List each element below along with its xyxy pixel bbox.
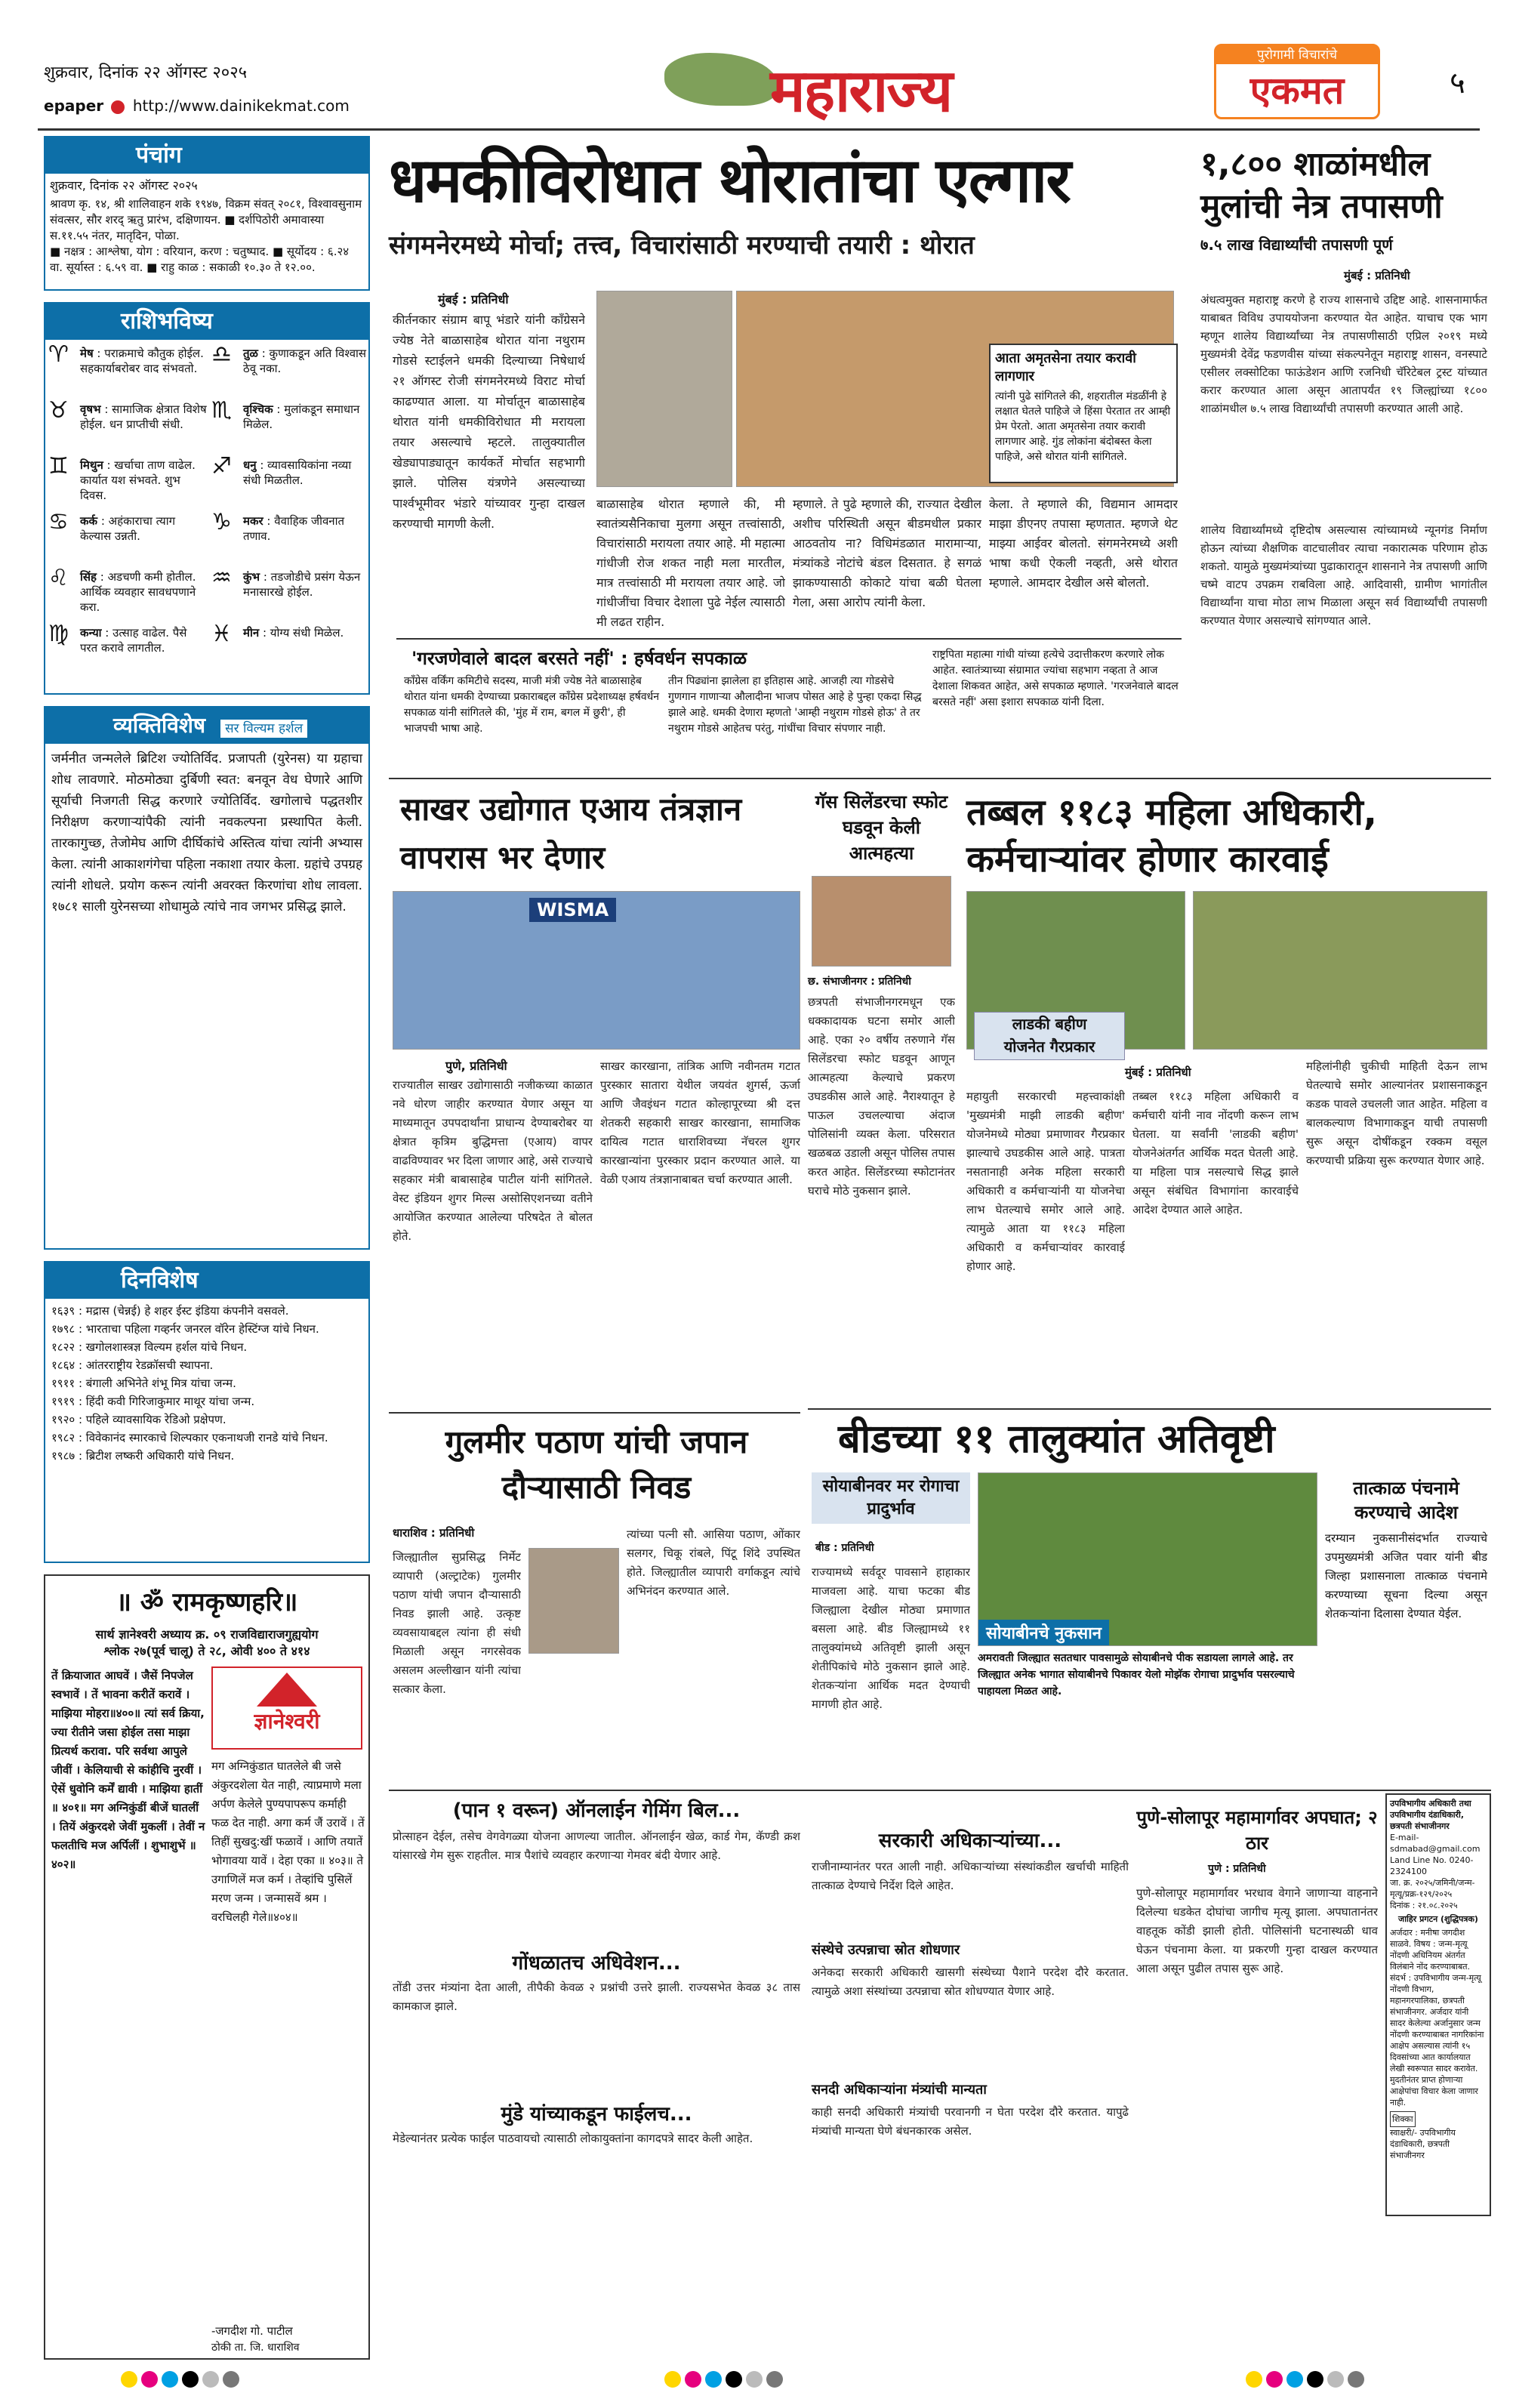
vyakti-title: व्यक्तिविशेष	[113, 713, 206, 738]
women-dateline: मुंबई : प्रतिनिधी	[1125, 1065, 1191, 1079]
quote-text: काँग्रेस वर्किंग कमिटीचे सदस्य, माजी मंत्री ज्येष्ठ नेते बाळासाहेब थोरात यांना धमकी देण्याच्या प्रकाराबद्दल काँग्रेस प्रदेशाध्यक्ष हर्षवर्धन सपकाळ यांनी सांगितले की, 'मुंह में राम, बगल में छुरी', ही भाजपची भाषा आहे.	[404, 675, 660, 735]
dinvishesh-item: १९११ : बंगाली अभिनेते शंभू मित्र यांचा जन्म.	[51, 1377, 236, 1390]
quote-box	[396, 638, 1182, 770]
rashi-item: ♒ कुंभ : तडजोडीचे प्रसंग येऊन मनासारखे होईल.	[211, 565, 361, 599]
dinvishesh-item: १७९८ : भारताचा पहिला गव्हर्नर जनरल वॉरेन हेस्टिंग्ज यांचे निधन.	[51, 1322, 319, 1336]
dinvishesh-box	[44, 1261, 370, 1563]
notice-phone: Land Line No. 0240-2324100	[1390, 1855, 1474, 1876]
schools-body2: शालेय विद्यार्थ्यांमध्ये दृष्टिदोष असल्यास त्यांच्यामध्ये न्यूनगंड निर्माण होऊन त्यांच्या शैक्षणिक वाटचालीवर त्याचा नकारात्मक परिणाम होऊ शकतो. यामुळे मुख्यमंत्र्यांच्या पुढाकारातून शासनाने नेत्र तपासणी आणि चष्मे वाटप उपक्रम राबविला आहे. आदिवासी, ग्रामीण भागांतील विद्यार्थ्यांना याचा मोठा लाभ मिळाला असून सर्व विद्यार्थ्यांची तपासणी करण्यात येणार असल्याचे सांगण्यात आले.	[1200, 523, 1487, 627]
notice-body: अर्जदार : मनीषा जगदीश साळवे. विषय : जन्म-मृत्यू नोंदणी अधिनियम अंतर्गत विलंबाने नोंद करण्याबाबत. संदर्भ : उपविभागीय जन्म-मृत्यू नोंदणी विभाग, महानगरपालिका, छत्रपती संभाजीनगर. अर्जदार यांनी सादर केलेल्या अर्जानुसार जन्म नोंदणी करण्याबाबत नागरिकांना आक्षेप असल्यास त्यांनी १५ दिवसांच्या आत कार्यालयात लेखी स्वरूपात सादर करावेत. मुदतीनंतर प्राप्त होणाऱ्या आक्षेपांचा विचार केला जाणार नाही.	[1390, 1928, 1484, 2107]
dinvishesh-item: १९१९ : हिंदी कवी गिरिजाकुमार माथूर यांचा जन्म.	[51, 1395, 255, 1408]
dinvishesh-item: १९८७ : ब्रिटीश लष्करी अधिकारी यांचे निधन.	[51, 1449, 235, 1463]
globe-icon	[111, 100, 125, 114]
brand-name: एकमत	[1249, 69, 1345, 113]
divider	[389, 1412, 800, 1414]
soybean-photo	[978, 1472, 1317, 1646]
epaper-label: epaper	[44, 97, 104, 115]
public-notice	[1385, 1793, 1491, 2216]
beed-label: सोयाबीनवर मर रोगाचा प्रादुर्भाव	[812, 1472, 970, 1524]
ai-photo	[393, 891, 800, 1050]
reg-dot	[1307, 2371, 1323, 2388]
panchang-date: शुक्रवार, दिनांक २२ ऑगस्ट २०२५	[50, 178, 198, 193]
sarkari-body3: काही सनदी अधिकारी मंत्र्यांची परवानगी न घेता परदेश दौरे करतात. यापुढे मंत्र्यांची मान्यता घेणे बंधनकारक असेल.	[812, 2105, 1129, 2138]
panchang-title: पंचांग	[45, 137, 368, 174]
ram-author: -जगदीश गो. पाटील	[211, 2324, 293, 2338]
schools-headline: १,८०० शाळांमधील मुलांची नेत्र तपासणी	[1200, 145, 1443, 226]
divider	[389, 1790, 1491, 1791]
reg-dot	[705, 2371, 722, 2388]
header	[0, 0, 1516, 151]
divider	[389, 778, 1491, 779]
session-body: तोंडी उत्तर मंत्र्यांना देता आली, तीपैकी केवळ २ प्रश्नांची उत्तरे झाली. राज्यसभेत केवळ ३८ तास कामकाज झाले.	[393, 1981, 800, 2013]
reg-dot	[685, 2371, 701, 2388]
rashi-item: ♎ तुळ : कुणाकडून अति विश्वास ठेवू नका.	[211, 341, 367, 375]
rashi-item: ♈ मेष : पराक्रमाचे कौतुक होईल. सहकार्याबरोबर वाद संभवतो.	[48, 341, 204, 375]
panchang-text: श्रावण कृ. १४, श्री शालिवाहन शके १९४७, विक्रम संवत् २०८१, विश्वावसुनाम संवत्सर, सौर शरद् ऋतु प्रारंभ, दक्षिणायन. ■ दर्शपिठोरी अमावास्या स.११.५५ नंतर, मातृदिन, पोळा.	[50, 197, 362, 242]
reg-dot	[141, 2371, 158, 2388]
aquarius-icon: ♒	[211, 565, 232, 591]
gulmir-headline: गुलमीर पठाण यांची जपान दौऱ्यासाठी निवड	[445, 1423, 748, 1506]
sagittarius-icon: ♐	[211, 453, 232, 479]
amrut-box	[989, 344, 1178, 483]
maharashtra-map-logo	[664, 53, 778, 106]
color-registration-right	[1246, 2371, 1368, 2391]
quote-text2: तीन पिढ्यांना झालेला हा इतिहास आहे. आजही त्या गोडसेचे गुणगान गाणाऱ्या औलादीना भाजप पोसत आहे हे पुन्हा एकदा सिद्ध झाले आहे. धमकी देणारा म्हणतो 'आम्ही नथुराम गोडसे होऊ' ते तर नथुराम गोडसे आहेतच परंतु, गांधींचा विचार संपणार नाही.	[668, 675, 922, 735]
schools-deck: ७.५ लाख विद्यार्थ्यांची तपासणी पूर्ण	[1200, 236, 1393, 254]
sarkari-sub1: संस्थेचे उत्पन्नाचा स्रोत शोधणार	[812, 1942, 960, 1958]
online-body: प्रोत्साहन देईल, तसेच वेगवेगळ्या योजना आणल्या जातील. ऑनलाईन खेळ, कार्ड गेम, कॅण्डी क्रश यांसारखे गेम सुरू राहतील. मात्र पैशांचे व्यवहार करणाऱ्या गेमवर बंदी येणार आहे.	[393, 1830, 800, 1862]
beed-body: राज्यामध्ये सर्वदूर पावसाने हाहाकार माजवला आहे. याचा फटका बीड जिल्ह्याला देखील मोठ्या प्रमाणात बसला आहे. बीड जिल्ह्यामध्ये ११ तालुक्यांमध्ये अतिवृष्टी झाली असून शेतीपिकांचे मोठे नुकसान झाले आहे. शेतकऱ्यांना आर्थिक मदत देण्याची मागणी होत आहे.	[812, 1565, 970, 1711]
notice-seal: शिक्का	[1390, 2111, 1416, 2127]
reg-dot	[202, 2371, 219, 2388]
pune-headline: पुणे-सोलापूर महामार्गावर अपघात; २ ठार	[1136, 1807, 1378, 1854]
online-headline: (पान १ वरून) ऑनलाईन गेमिंग बिल...	[452, 1799, 741, 1822]
notice-sign: स्वाक्षरी/- उपविभागीय दंडाधिकारी, छत्रपती संभाजीनगर	[1390, 2128, 1456, 2160]
header-rule	[38, 128, 1480, 131]
lead-headline: धमकीविरोधात थोरातांचा एल्गार	[389, 145, 1070, 217]
women-photo-2	[1193, 891, 1487, 1050]
capricorn-icon: ♑	[211, 509, 232, 535]
lead-body4: केला. ते म्हणाले की, विद्यमान आमदार माझा डीएनए तपासा म्हणतात. म्हणजे थेट माझ्या आईवर बोलतो. संगमनेरमध्ये अशी भाषा कधी ऐकली नव्हती, असे थोरात म्हणाले. आमदार देखील असे बोलतो.	[989, 497, 1178, 590]
notice-title: जाहिर प्रगटन (शुद्धिपत्रक)	[1398, 1914, 1478, 1924]
color-registration-mid	[664, 2371, 787, 2391]
gulmir-dateline: धाराशिव : प्रतिनिधी	[393, 1526, 475, 1540]
notice-email: E-mail-sdmabad@gmail.com	[1390, 1833, 1481, 1854]
taurus-icon: ♉	[48, 397, 69, 424]
dinvishesh-title: दिनविशेष	[45, 1263, 368, 1299]
ai-body2: साखर कारखाना, तांत्रिक आणि नवीनतम गटात पुरस्कार सातारा येथील जयवंत शुगर्स, ऊर्जा आणि जैवइंधन गटात कोल्हापूरच्या श्री दत्त शेतकरी सहकारी साखर कारखाना, सामाजिक दायित्व गटात धाराशिवच्या नॅचरल शुगर कारखान्यांना पुरस्कार प्रदान करण्यात आले. या वेळी एआय तंत्रज्ञानाबाबत चर्चा करण्यात आली.	[600, 1059, 800, 1186]
ladki-label	[974, 1012, 1125, 1060]
header-date: शुक्रवार, दिनांक २२ ऑगस्ट २०२५	[44, 63, 248, 82]
lead-dateline: मुंबई : प्रतिनिधी	[438, 292, 509, 307]
women-headline: तब्बल ११८३ महिला अधिकारी, कर्मचाऱ्यांवर होणार कारवाई	[966, 791, 1378, 880]
vyakti-box	[44, 706, 370, 1250]
rashi-item: ♋ कर्क : अहंकाराचा त्याग केल्यास उन्नती.	[48, 509, 176, 543]
munde-headline: मुंडे यांच्याकडून फाईलच...	[501, 2103, 692, 2126]
schools-dateline: मुंबई : प्रतिनिधी	[1344, 269, 1410, 282]
section-title: महाराज्य	[770, 57, 952, 125]
notice-org: उपविभागीय अधिकारी तथा उपविभागीय दंडाधिकारी, छत्रपती संभाजीनगर	[1390, 1799, 1471, 1831]
reg-dot	[1327, 2371, 1344, 2388]
lead-body: कीर्तनकार संग्राम बापू भंडारे यांनी काँग्रेसने ज्येष्ठ नेते बाळासाहेब थोरात यांना नथुराम गोडसे स्टाईलने धमकी दिल्याच्या निषेधार्थ २१ ऑगस्ट रोजी संगमनेरमध्ये विराट मोर्चा काढण्यात आला. या मोर्चातून बाळासाहेब थोरात यांनी धमकीविरोधात मी मरायला तयार असल्याचे म्हटले. तालुक्यातील खेड्यापाड्यातून कार्यकर्ते मोर्चात सहभागी झाले. पोलिस यंत्रणेने असल्याच्या पार्श्वभूमीवर भंडारे यांच्यावर गुन्हा दाखल करण्याची मागणी केली.	[393, 313, 585, 531]
reg-dot	[1348, 2371, 1364, 2388]
vyakti-title-bar	[45, 708, 368, 744]
beed-headline: बीडच्या ११ तालुक्यांत अतिवृष्टी	[838, 1417, 1275, 1462]
soybean-caption: सोयाबीनचे नुकसान	[978, 1620, 1109, 1645]
gas-body: छत्रपती संभाजीनगरमधून एक धक्कादायक घटना समोर आली आहे. एका २० वर्षीय तरुणाने गॅस सिलेंडरचा स्फोट घडवून आणून आत्महत्या केल्याचे प्रकरण उघडकीस आले आहे. नैराश्यातून हे पाऊल उचलल्याचा अंदाज पोलिसांनी व्यक्त केला. परिसरात खळबळ उडाली असून पोलिस तपास करत आहेत. सिलेंडरच्या स्फोटानंतर घराचे मोठे नुकसान झाले.	[808, 995, 955, 1198]
sarkari-body: राजीनाम्यानंतर परत आली नाही. अधिकाऱ्यांच्या संस्थांकडील खर्चाची माहिती तात्काळ देण्याचे निर्देश दिले आहेत.	[812, 1860, 1129, 1892]
rashi-item: ♓ मीन : योग्य संधी मिळेल.	[211, 621, 344, 647]
dinvishesh-item: १९२० : पहिले व्यावसायिक रेडिओ प्रक्षेपण.	[51, 1413, 226, 1426]
lead-body3: म्हणाले. ते पुढे म्हणाले की, राज्यात देखील अशीच परिस्थिती असून बीडमधील प्रकार आठवतोय ना? विधिमंडळात मारामाऱ्या, मंत्र्यांकडे नोटांचे बंडल दिसतात. हे सगळं झाकण्यासाठी कोकाटे यांचा बळी घेतला गेला, असा आरोप त्यांनी केला.	[793, 497, 981, 609]
dinvishesh-item: १६३९ : मद्रास (चेन्नई) हे शहर ईस्ट इंडिया कंपनीने वसवले.	[51, 1304, 289, 1318]
page-number: ५	[1450, 66, 1465, 100]
rashi-item: ♏ वृश्चिक : मुलांकडून समाधान मिळेल.	[211, 397, 360, 431]
sarkari-headline: सरकारी अधिकाऱ्यांच्या...	[878, 1830, 1062, 1852]
rashi-box	[44, 302, 370, 695]
lead-body2: बाळासाहेब थोरात म्हणाले की, मी स्वातंत्र्यसैनिकाचा मुलगा असून तत्त्वांसाठी, विचारांसाठी मरायला तयार आहे. मी महात्मा गांधीजी रोज शकत नाही मला मारतील, मात्र तत्त्वांसाठी मी मरायला तयार आहे. जो गांधीजींचा विचार देशाला पुढे नेईल त्यासाठी मी लढत राहीन.	[596, 497, 785, 629]
rashi-title: राशिभविष्य	[45, 304, 368, 340]
ladki-label-1: लाडकी बहीण	[1012, 1015, 1087, 1033]
ladki-label-2: योजनेत गैरप्रकार	[1003, 1038, 1095, 1056]
ram-sub2: श्लोक २७(पूर्व चालू) ते २८, ओवी ४०० ते ४१४	[103, 1644, 310, 1658]
cancer-icon: ♋	[48, 509, 69, 535]
gemini-icon: ♊	[48, 453, 69, 479]
soybean-cap-text: अमरावती जिल्ह्यात सततधार पावसामुळे सोयाबीनचे पीक सडायला लागले आहे. तर जिल्ह्यात अनेक भागात सोयाबीनचे पिकावर येलो मोझॅक रोगाचा प्रादुर्भाव पसरल्याचे पाहायला मिळत आहे.	[978, 1652, 1295, 1697]
beed-dateline: बीड : प्रतिनिधी	[815, 1542, 874, 1554]
epaper-url[interactable]: http://www.dainikekmat.com	[132, 97, 350, 115]
vyakti-text: जर्मनीत जन्मलेले ब्रिटिश ज्योतिर्विद. प्रजापती (युरेनस) या ग्रहाचा शोध लावणारे. मोठमोठ्या दुर्बिणी स्वत: बनवून वेध घेणारे आणि सूर्याची निजगती सिद्ध करणारे ज्योतिर्विद. खगोलाचे पद्धतशीर निरीक्षण करणाऱ्यांपैकी त्यांनी नवकल्पना प्रस्थापित केली. तारकागुच्छ, तेजोमेघ आणि दीर्घिकांचे अस्तित्व यांचा त्यांनी अभ्यास केला. त्यांनी आकाशगंगेचा पहिला नकाशा तयार केला. ग्रहांचे उपग्रह त्यांनी शोधले. प्रयोग करून त्यांनी अवरक्त किरणांचा शोध लावला. १७८१ साली युरेनसच्या शोधामुळे त्यांचे नाव जगभर प्रसिद्ध झाले.	[51, 751, 362, 914]
reg-dot	[664, 2371, 681, 2388]
gas-photo	[812, 876, 951, 967]
pisces-icon: ♓	[211, 621, 232, 647]
reg-dot	[766, 2371, 783, 2388]
rashi-item: ♊ मिथुन : खर्चाचा ताण वाढेल. कार्यात यश संभवते. शुभ दिवस.	[48, 453, 196, 502]
rashi-item: ♍ कन्या : उत्साह वाढेल. पैसे परत करावे लागतील.	[48, 621, 187, 655]
gas-dateline: छ. संभाजीनगर : प्रतिनिधी	[808, 976, 911, 988]
notice-date: दिनांक : २१.०८.२०२५	[1390, 1901, 1458, 1910]
rashi-item: ♉ वृषभ : सामाजिक क्षेत्रात विशेष होईल. धन प्राप्तीची संधी.	[48, 397, 207, 431]
ram-place: ठोकी ता. जि. धाराशिव	[211, 2342, 300, 2354]
rashi-item: ♑ मकर : वैवाहिक जीवनात तणाव.	[211, 509, 345, 543]
ram-sub: सार्थ ज्ञानेश्वरी अध्याय क्र. ०९ राजविद्याराजगुह्ययोग	[95, 1627, 319, 1642]
libra-icon: ♎	[211, 341, 232, 368]
reg-dot	[182, 2371, 199, 2388]
schools-body: अंधत्वमुक्त महाराष्ट्र करणे हे राज्य शासनाचे उद्दिष्ट आहे. शासनामार्फत याबाबत विविध उपाययोजना करण्यात येत आहेत. याचाच एक भाग म्हणून शालेय विद्यार्थ्यांच्या नेत्र तपासणीसाठी एप्रिल २०१९ मध्ये मुख्यमंत्री देवेंद्र फडणवीस यांच्या संकल्पनेतून महाराष्ट्र शासन, वनस्पाटे एसीलर लक्सोटिका फाऊंडेशन आणि रजनिधी चॅरिटेबल ट्रस्ट यांच्यात करार करण्यात आला असून आतापर्यंत १९ जिल्ह्यांच्या १८०० शाळांमधील ७.५ लाख विद्यार्थ्यांची तपासणी करण्यात आली आहे.	[1200, 293, 1487, 415]
color-registration-left	[121, 2371, 243, 2391]
reg-dot	[223, 2371, 239, 2388]
sarkari-sub2: सनदी अधिकाऱ्यांना मंत्र्यांची मान्यता	[812, 2082, 987, 2098]
scorpio-icon: ♏	[211, 397, 232, 424]
leo-icon: ♌	[48, 565, 69, 591]
reg-dot	[1266, 2371, 1283, 2388]
amrut-title: आता अमृतसेना तयार करावी लागणार	[995, 350, 1136, 384]
ai-body: राज्यातील साखर उद्योगासाठी नजीकच्या काळात नवे धोरण जाहीर करण्यात येणार असून या माध्यमातून उपपदार्थांना प्राधान्य देण्याबरोबर या क्षेत्रात कृत्रिम बुद्धिमत्ता (एआय) वापर वाढविण्यावर भर दिला जाणार आहे, असे राज्याचे सहकार मंत्री बाबासाहेब पाटील यांनी सांगितले. वेस्ट इंडियन शुगर मिल्स असोसिएशनच्या वतीने आयोजित करण्यात आलेल्या परिषदेत ते बोलत होते.	[393, 1078, 593, 1243]
dinvishesh-item: १८२२ : खगोलशास्त्रज्ञ विल्यम हर्शल यांचे निधन.	[51, 1340, 248, 1354]
beed-side	[1325, 1476, 1487, 1778]
reg-dot	[121, 2371, 137, 2388]
ram-text2: मग अग्निकुंडात घातलेले बी जसे अंकुरदशेला येत नाही, त्याप्रमाणे मला अर्पण केलेले पुण्यपापरूप कर्माही फळ देत नाही. अगा कर्म जैं उरावें । तें तिहीं सुखदु:खीं फळावें । आणि तयातें भोगावया यावें । देहा एका ॥ ४०३॥ ते उगाणिलें मज कर्म । तेव्हांचि पुसिलें मरण जन्म । जन्मासवें श्रम । वरचिलही गेले॥४०४॥	[211, 1759, 365, 1924]
beed-side-text: दरम्यान नुकसानीसंदर्भात राज्याचे उपमुख्यमंत्री अजित पवार यांनी बीड जिल्हा प्रशासनाला तात्काळ पंचनामे करण्याच्या सूचना दिल्या असून शेतकऱ्यांना दिलासा देण्यात येईल.	[1325, 1531, 1487, 1620]
notice-ref: जा. क्र. २०२५/जमिनी/जन्म-मृत्यू/प्रक्र-१२९/२०२५	[1390, 1878, 1475, 1899]
lead-deck: संगमनेरमध्ये मोर्चा; तत्त्व, विचारांसाठी मरण्याची तयारी : थोरात	[389, 230, 975, 261]
ram-title: ॥ ॐ रामकृष्णहरि॥	[116, 1587, 298, 1617]
reg-dot	[746, 2371, 763, 2388]
reg-dot	[1286, 2371, 1303, 2388]
logo-text: ज्ञानेश्वरी	[254, 1709, 320, 1734]
gulmir-body2: त्यांच्या पत्नी सौ. आसिया पठाण, ओंकार सलगर, चिकू रांबले, पिंटू शिंदे उपस्थित होते. जिल्ह्यातील व्यापारी वर्गाकडून त्यांचे अभिनंदन करण्यात आले.	[627, 1528, 800, 1598]
rashi-right-list	[211, 341, 367, 681]
rashi-left-list	[48, 341, 207, 681]
reg-dot	[1246, 2371, 1262, 2388]
ai-headline: साखर उद्योगात एआय तंत्रज्ञान वापरास भर देणार	[400, 791, 742, 876]
ram-text: तें क्रियाजात आघवें । जैसें निपजेल स्वभावें । तें भावना करीतें करावें । माझिया मोहरा॥४००॥ त्यां सर्व क्रिया, ज्या रीतीने जसा होईल तसा माझा प्रित्यर्थ करावा. परि सर्वथा आपुले जीवीं । केलियाची से कांहीचि नुरवीं । ऐसें धुवोनि कर्में द्यावी । माझिया हातीं ॥ ४०१॥ मग अग्निकुंडीं बीजें घातलीं । तियें अंकुरदशे जेवीं मुकलीं । तेवीं न फलतीचि मज अर्पिलीं । शुभाशुभें ॥४०२॥	[51, 1669, 205, 1871]
pune-body: पुणे-सोलापूर महामार्गावर भरधाव वेगाने जाणाऱ्या वाहनाने दिलेल्या धडकेत दोघांचा जागीच मृत्यू झाला. अपघातानंतर वाहतूक कोंडी झाली होती. पोलिसांनी घटनास्थळी धाव घेऊन पंचनामा केला. या प्रकरणी गुन्हा दाखल करण्यात आला असून पुढील तपास सुरू आहे.	[1136, 1886, 1378, 1975]
reg-dot	[162, 2371, 178, 2388]
gas-headline: गॅस सिलेंडरचा स्फोट घडवून केली आत्महत्या	[815, 791, 948, 864]
temple-icon	[257, 1673, 317, 1707]
thorat-photo	[596, 291, 732, 487]
quote-text3: राष्ट्रपिता महात्मा गांधी यांच्या हत्येचे उदात्तीकरण करणारे लोक आहेत. स्वातंत्र्याच्या संग्रामात ज्यांचा सहभाग नव्हता ते आज देशाला शिकवत आहेत, असे सपकाळ म्हणाले. 'गरजनेवाले बादल बरसते नहीं' असा इशारा सपकाळ यांनी दिला.	[932, 649, 1179, 708]
session-headline: गोंधळातच अधिवेशन...	[512, 1952, 681, 1975]
women-body: महायुती सरकारची महत्त्वाकांक्षी 'मुख्यमंत्री माझी लाडकी बहीण' योजनेमध्ये मोठ्या प्रमाणावर गैरप्रकार झाल्याचे उघडकीस आले आहे. पात्रता नसतानाही अनेक महिला सरकारी अधिकारी व कर्मचाऱ्यांनी या योजनेचा लाभ घेतल्याचे समोर आले आहे. त्यामुळे आता या ११८३ महिला अधिकारी व कर्मचाऱ्यांवर कारवाई होणार आहे.	[966, 1090, 1125, 1273]
brand-box	[1214, 44, 1380, 119]
ai-dateline: पुणे, प्रतिनिधी	[445, 1059, 507, 1073]
gulmir-body: जिल्ह्यातील सुप्रसिद्ध निर्मेट व्यापारी (अल्ट्राटेक) गुलमीर पठाण यांची जपान दौऱ्यासाठी निवड झाली आहे. उत्कृष्ट व्यवसायाबद्दल त्यांना ही संधी मिळाली असून नगरसेवक असलम अल्लीखान यांनी त्यांचा सत्कार केला.	[393, 1550, 521, 1696]
quote-title: 'गरजणेवाले बादल बरसते नहीं' : हर्षवर्धन सपकाळ	[411, 648, 747, 669]
women-body2: तब्बल ११८३ महिला अधिकारी व कर्मचारी यांनी नाव नोंदणी करून लाभ घेतला. या सर्वांनी 'लाडकी बहीण' योजनेअंतर्गत आर्थिक मदत घेतली आहे. या महिला पात्र नसल्याचे सिद्ध झाले असून संबंधित विभागांना कारवाईचे आदेश देण्यात आले आहेत.	[1132, 1090, 1299, 1216]
rashi-item: ♌ सिंह : अडचणी कमी होतील. आर्थिक व्यवहार सावधपणाने करा.	[48, 565, 196, 614]
gulmir-photo	[528, 1548, 619, 1654]
aries-icon: ♈	[48, 341, 69, 368]
dinvishesh-item: १९८२ : विवेकानंद स्मारकाचे शिल्पकार एकनाथजी रानडे यांचे निधन.	[51, 1431, 328, 1444]
pune-dateline: पुणे : प्रतिनिधी	[1208, 1863, 1266, 1875]
divider	[808, 1408, 1491, 1410]
brand-tagline: पुरोगामी विचारांचे	[1216, 46, 1378, 64]
dinvishesh-item: १८६४ : आंतरराष्ट्रीय रेडक्रॉसची स्थापना.	[51, 1358, 214, 1372]
panchang-nakshatra: ■ नक्षत्र : आश्लेषा, योग : वरियान, करण : चतुष्पाद. ■ सूर्योदय : ६.२४ वा. सूर्यास्त : ६.५९ वा. ■ राहु काळ : सकाळी १०.३० ते १२.००.	[50, 245, 350, 274]
reg-dot	[726, 2371, 742, 2388]
header-epaper[interactable]	[44, 97, 350, 115]
sarkari-body2: अनेकदा सरकारी अधिकारी खासगी संस्थेच्या पैशाने परदेश दौरे करतात. त्यामुळे अशा संस्थांच्या उत्पन्नाचा स्रोत शोधण्यात येणार आहे.	[812, 1966, 1129, 1998]
rashi-item: ♐ धनु : व्यावसायिकांना नव्या संधी मिळतील.	[211, 453, 352, 487]
vyakti-name: सर विल्यम हर्शल	[220, 720, 307, 738]
beed-side-title: तात्काळ पंचनामे करण्याचे आदेश	[1353, 1478, 1459, 1523]
wisma-banner: WISMA	[529, 898, 616, 922]
munde-body: मेडेल्यानंतर प्रत्येक फाईल पाठवायचो त्यासाठी लोकायुक्तांना कागदपत्रे सादर केली आहेत.	[393, 2132, 753, 2145]
virgo-icon: ♍	[48, 621, 69, 647]
women-body3: महिलांनीही चुकीची माहिती देऊन लाभ घेतल्याचे समोर आल्यानंतर प्रशासनाकडून कडक पावले उचलली जात आहेत. महिला व बालकल्याण विभागाकडून याची तपासणी सुरू असून दोषींकडून रक्कम वसूल करण्याची प्रक्रिया सुरू करण्यात येणार आहे.	[1306, 1059, 1487, 1167]
dnyaneshwari-logo	[211, 1666, 362, 1750]
ramkrishnahari-box	[44, 1574, 370, 2360]
amrut-text: त्यांनी पुढे सांगितले की, शहरातील मंडळींनी हे लक्षात घेतले पाहिजे जे हिंसा पेरतात तर आम्ही प्रेम पेरतो. आता अमृतसेना तयार करावी लागणार आहे. गुंड लोकांना बंदोबस्त केला पाहिजे, असे थोरात यांनी सांगितले.	[995, 390, 1171, 463]
panchang-box	[44, 136, 370, 291]
